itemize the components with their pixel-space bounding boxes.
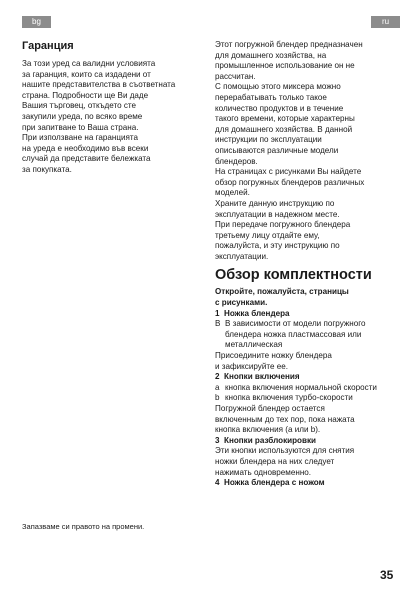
item-text: кнопка включения турбо-скорости	[225, 393, 353, 403]
item-text: В зависимости от модели погружного блендера ножка пластмассовая или металлическая	[225, 319, 366, 350]
running-line: кнопка включения (a или b).	[215, 425, 321, 435]
warranty-heading: Гаранция	[22, 40, 74, 52]
warranty-line: При използване на гаранцията	[22, 133, 139, 143]
changes-reserved-note: Запазваме си правото на промени.	[22, 522, 145, 531]
open-pages-note: с рисунками.	[215, 298, 268, 308]
intro-line: такого времени, которые характерны	[215, 114, 355, 124]
intro-line: инструкции по эксплуатации	[215, 135, 322, 145]
warranty-line: за гаранция, които са издадени от	[22, 69, 151, 79]
intro-line: пожалуйста, и эту инструкцию по	[215, 241, 340, 251]
warranty-line: нашите представителства в съответната	[22, 80, 176, 90]
item-heading: 1 Ножка блендера	[215, 308, 290, 318]
intro-line: третьему лицу отдайте ему,	[215, 230, 320, 240]
list-item	[215, 393, 400, 404]
intro-line: эксплуатации в надежном месте.	[215, 209, 340, 219]
page-number: 35	[380, 568, 394, 582]
intro-line: Этот погружной блендер предназначен	[215, 40, 363, 49]
intro-line: блендеров.	[215, 156, 258, 166]
intro-line: При передаче погружного блендера	[215, 220, 351, 230]
intro-line: промышленное использование он не	[215, 61, 355, 71]
list-item	[215, 319, 400, 351]
language-tab-bg: bg	[22, 16, 51, 28]
intro-line: количество продуктов и в течение	[215, 103, 344, 113]
list-item	[215, 383, 400, 394]
warranty-line: на уреда е необходимо във всеки	[22, 143, 149, 153]
item-marker: b	[215, 393, 220, 403]
running-line: Погружной блендер остается	[215, 404, 325, 413]
intro-line: На страницах с рисунками Вы найдете	[215, 167, 362, 177]
intro-line: описываются различные модели	[215, 145, 339, 155]
item-heading: 3 Кнопки разблокировки	[215, 435, 316, 445]
item-heading: 4 Ножка блендера с ножом	[215, 478, 325, 488]
language-tab-ru: ru	[371, 16, 400, 28]
warranty-line: За този уред са валидни условията	[22, 59, 156, 68]
item-marker: a	[215, 382, 220, 392]
open-pages-note: Откройте, пожалуйста, страницы	[215, 287, 349, 297]
intro-line: для домашнего хозяйства, на	[215, 50, 327, 60]
attach-line: Присоедините ножку блендера	[215, 351, 332, 361]
intro-line: С помощью этого миксера можно	[215, 82, 341, 92]
intro-line: моделей.	[215, 188, 250, 198]
attach-line: и зафиксируйте ее.	[215, 361, 288, 371]
unlock-line: Эти кнопки используются для снятия	[215, 446, 355, 456]
unlock-line: ножки блендера на них следует	[215, 456, 335, 466]
section-heading: Обзор комплектности	[215, 267, 372, 284]
warranty-line: Вашия търговец, откъдето сте	[22, 101, 137, 111]
item-marker: B	[215, 319, 221, 329]
intro-line: эксплуатации.	[215, 251, 269, 261]
intro-line: перерабатывать только такое	[215, 92, 327, 102]
unlock-line: нажимать одновременно.	[215, 467, 312, 477]
warranty-line: за покупката.	[22, 164, 72, 174]
warranty-line: случай да представите бележката	[22, 154, 151, 164]
warranty-line: страна. Подробности ще Ви даде	[22, 90, 149, 100]
right-column	[215, 40, 400, 489]
warranty-line: при запитване to Ваша страна.	[22, 122, 139, 132]
left-column	[22, 40, 202, 176]
intro-line: рассчитан.	[215, 71, 256, 81]
running-line: включенным до тех пор, пока нажата	[215, 414, 355, 424]
item-heading: 2 Кнопки включения	[215, 372, 300, 382]
intro-line: обзор погружных блендеров различных	[215, 177, 365, 187]
intro-line: для домашнего хозяйства. В данной	[215, 124, 353, 134]
warranty-line: закупили уреда, по всяко време	[22, 111, 143, 121]
item-text: кнопка включения нормальной скорости	[225, 382, 377, 392]
intro-line: Храните данную инструкцию по	[215, 198, 335, 208]
